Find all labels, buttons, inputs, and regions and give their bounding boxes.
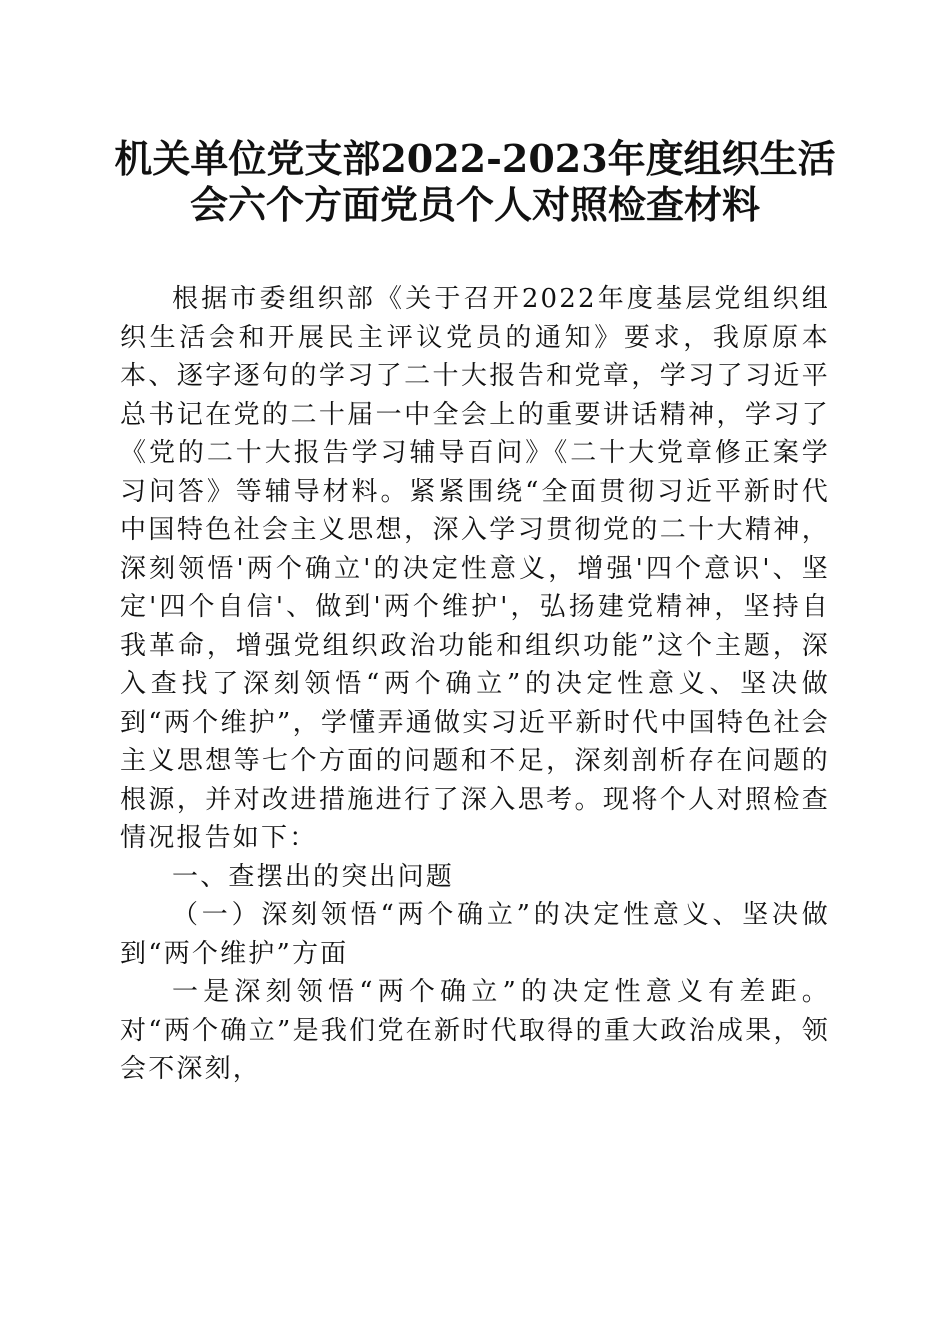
subsection-heading: （一）深刻领悟“两个确立”的决定性意义、坚决做到“两个维护”方面 (120, 900, 830, 969)
intro-paragraph: 根据市委组织部《关于召开2022年度基层党组织组织生活会和开展民主评议党员的通知》要求，我原原本本、逐字逐句的学习了二十大报告和党章，学习了习近平总书记在党的二十届一中全会上的重要讲话精神，学习了《党的二十大报告学习辅导百问》《二十大党章修正案学习问答》等辅导材料。紧紧围绕“全面贯彻习近平新时代中国特色社会主义思想，深入学习贯彻党的二十大精神，深刻领悟'两个确立'的决定性意义，增强'四个意识'、坚定'四个自信'、做到'两个维护'，弘扬建党精神，坚持自我革命，增强党组织政治功能和组织功能”这个主题，深入查找了深刻领悟“两个确立”的决定性意义、坚决做到“两个维护”，学懂弄通做实习近平新时代中国特色社会主义思想等七个方面的问题和不足，深刻剖析存在问题的根源，并对改进措施进行了深入思考。现将个人对照检查情况报告如下： (120, 284, 830, 853)
section-heading: 一、查摆出的突出问题 (172, 861, 455, 892)
document-body (120, 280, 830, 1089)
point-paragraph: 一是深刻领悟“两个确立”的决定性意义有差距。对“两个确立”是我们党在新时代取得的重大政治成果，领会不深刻， (120, 977, 830, 1084)
document-title: 机关单位党支部2022-2023年度组织生活会六个方面党员个人对照检查材料 (114, 136, 836, 227)
